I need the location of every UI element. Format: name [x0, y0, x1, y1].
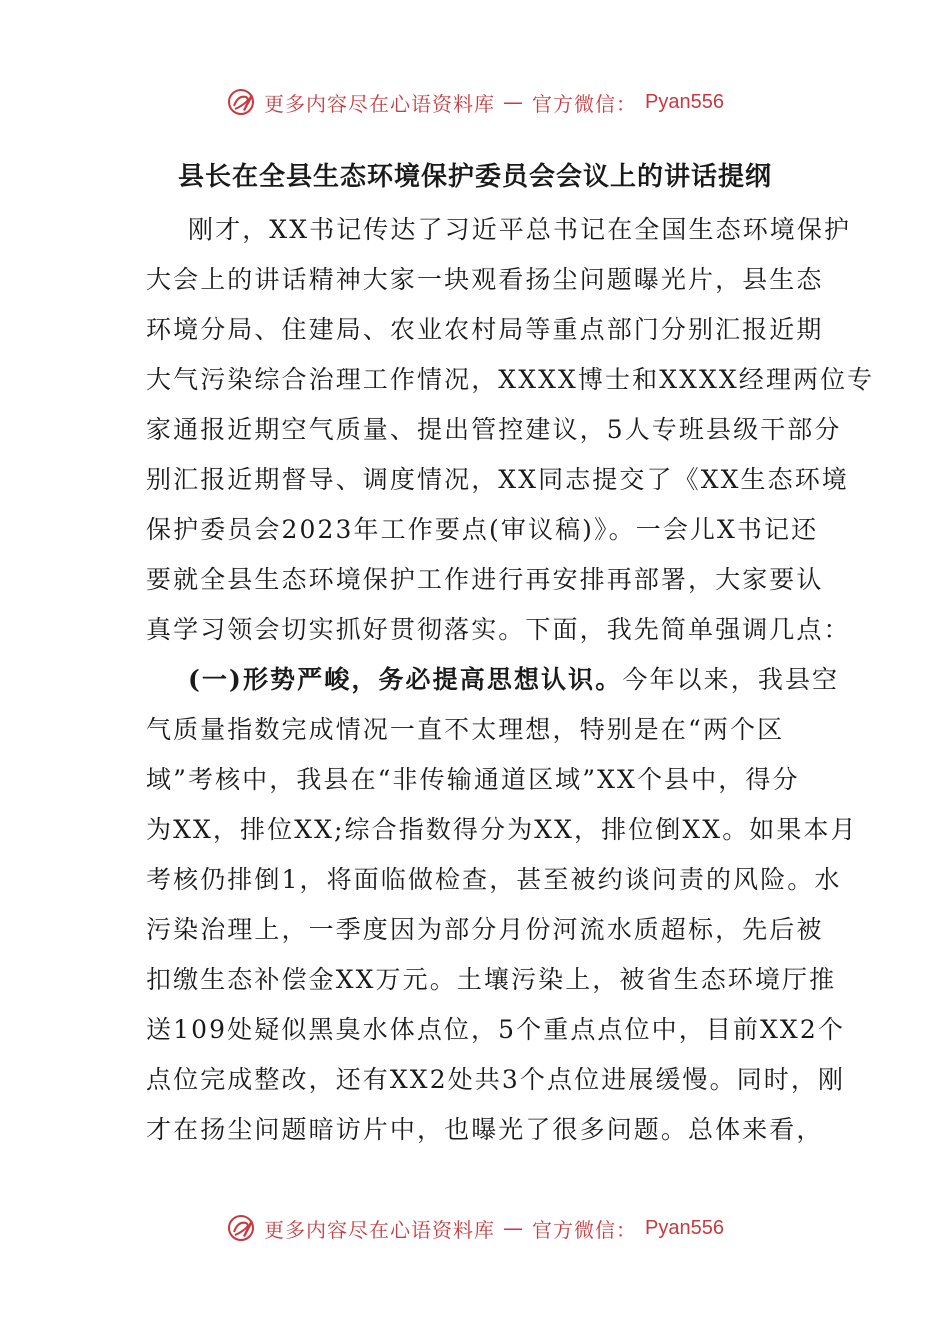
pen-swirl-icon — [226, 87, 256, 117]
pen-swirl-icon — [226, 1213, 256, 1243]
banner-wechat-id: Pyan556 — [645, 1216, 724, 1239]
banner-official-label: 官方微信： — [532, 1217, 638, 1242]
banner-official-label: 官方微信： — [532, 91, 638, 116]
section-heading: (一)形势严峻，务必提高思想认识。 — [188, 665, 623, 694]
watermark-banner-bottom — [0, 1208, 950, 1248]
paragraph-line: 大会上的讲话精神大家一块观看扬尘问题曝光片，县生态 — [146, 265, 824, 294]
paragraph-line: 才在扬尘问题暗访片中，也曝光了很多问题。总体来看， — [146, 1115, 824, 1144]
section-heading-line — [146, 655, 840, 705]
paragraph-line: 扣缴生态补偿金XX万元。土壤污染上，被省生态环境厅推 — [146, 965, 837, 994]
paragraph-line: 污染治理上，一季度因为部分月份河流水质超标，先后被 — [146, 915, 824, 944]
paragraph-line: 点位完成整改，还有XX2处共3个点位进展缓慢。同时，刚 — [146, 1065, 846, 1094]
banner-dash: — — [503, 90, 525, 114]
banner-dash: — — [503, 1216, 525, 1240]
paragraph-line: 真学习领会切实抓好贯彻落实。下面，我先简单强调几点： — [146, 615, 851, 644]
paragraph-line: 气质量指数完成情况一直不太理想，特别是在“两个区 — [146, 715, 785, 744]
paragraph-line: 刚才，XX书记传达了习近平总书记在全国生态环境保护 — [188, 215, 852, 244]
document-body — [146, 205, 875, 1155]
paragraph-line: 为XX，排位XX;综合指数得分为XX，排位倒XX。如果本月 — [146, 815, 858, 844]
banner-wechat-id: Pyan556 — [645, 90, 724, 113]
paragraph-line: 家通报近期空气质量、提出管控建议，5人专班县级干部分 — [146, 415, 842, 444]
paragraph-line: 域”考核中，我县在“非传输通道区域”XX个县中，得分 — [146, 765, 800, 794]
banner-text: 更多内容尽在心语资料库 — [264, 91, 496, 116]
paragraph-line: 别汇报近期督导、调度情况，XX同志提交了《XX生态环境 — [146, 465, 849, 494]
paragraph-line: 考核仍排倒1，将面临做检查，甚至被约谈问责的风险。水 — [146, 865, 842, 894]
banner-text: 更多内容尽在心语资料库 — [264, 1217, 496, 1242]
paragraph-line: 环境分局、住建局、农业农村局等重点部门分别汇报近期 — [146, 315, 824, 344]
paragraph-line: 大气污染综合治理工作情况，XXXX博士和XXXX经理两位专 — [146, 365, 875, 394]
section-text: 今年以来，我县空 — [622, 665, 840, 694]
document-title: 县长在全县生态环境保护委员会会议上的讲话提纲 — [177, 162, 772, 192]
paragraph-line: 要就全县生态环境保护工作进行再安排再部署，大家要认 — [146, 565, 824, 594]
paragraph-line: 保护委员会2023年工作要点(审议稿)》。一会儿X书记还 — [146, 515, 819, 544]
paragraph-line: 送109处疑似黑臭水体点位，5个重点点位中，目前XX2个 — [146, 1015, 845, 1044]
watermark-banner-top — [0, 82, 950, 122]
